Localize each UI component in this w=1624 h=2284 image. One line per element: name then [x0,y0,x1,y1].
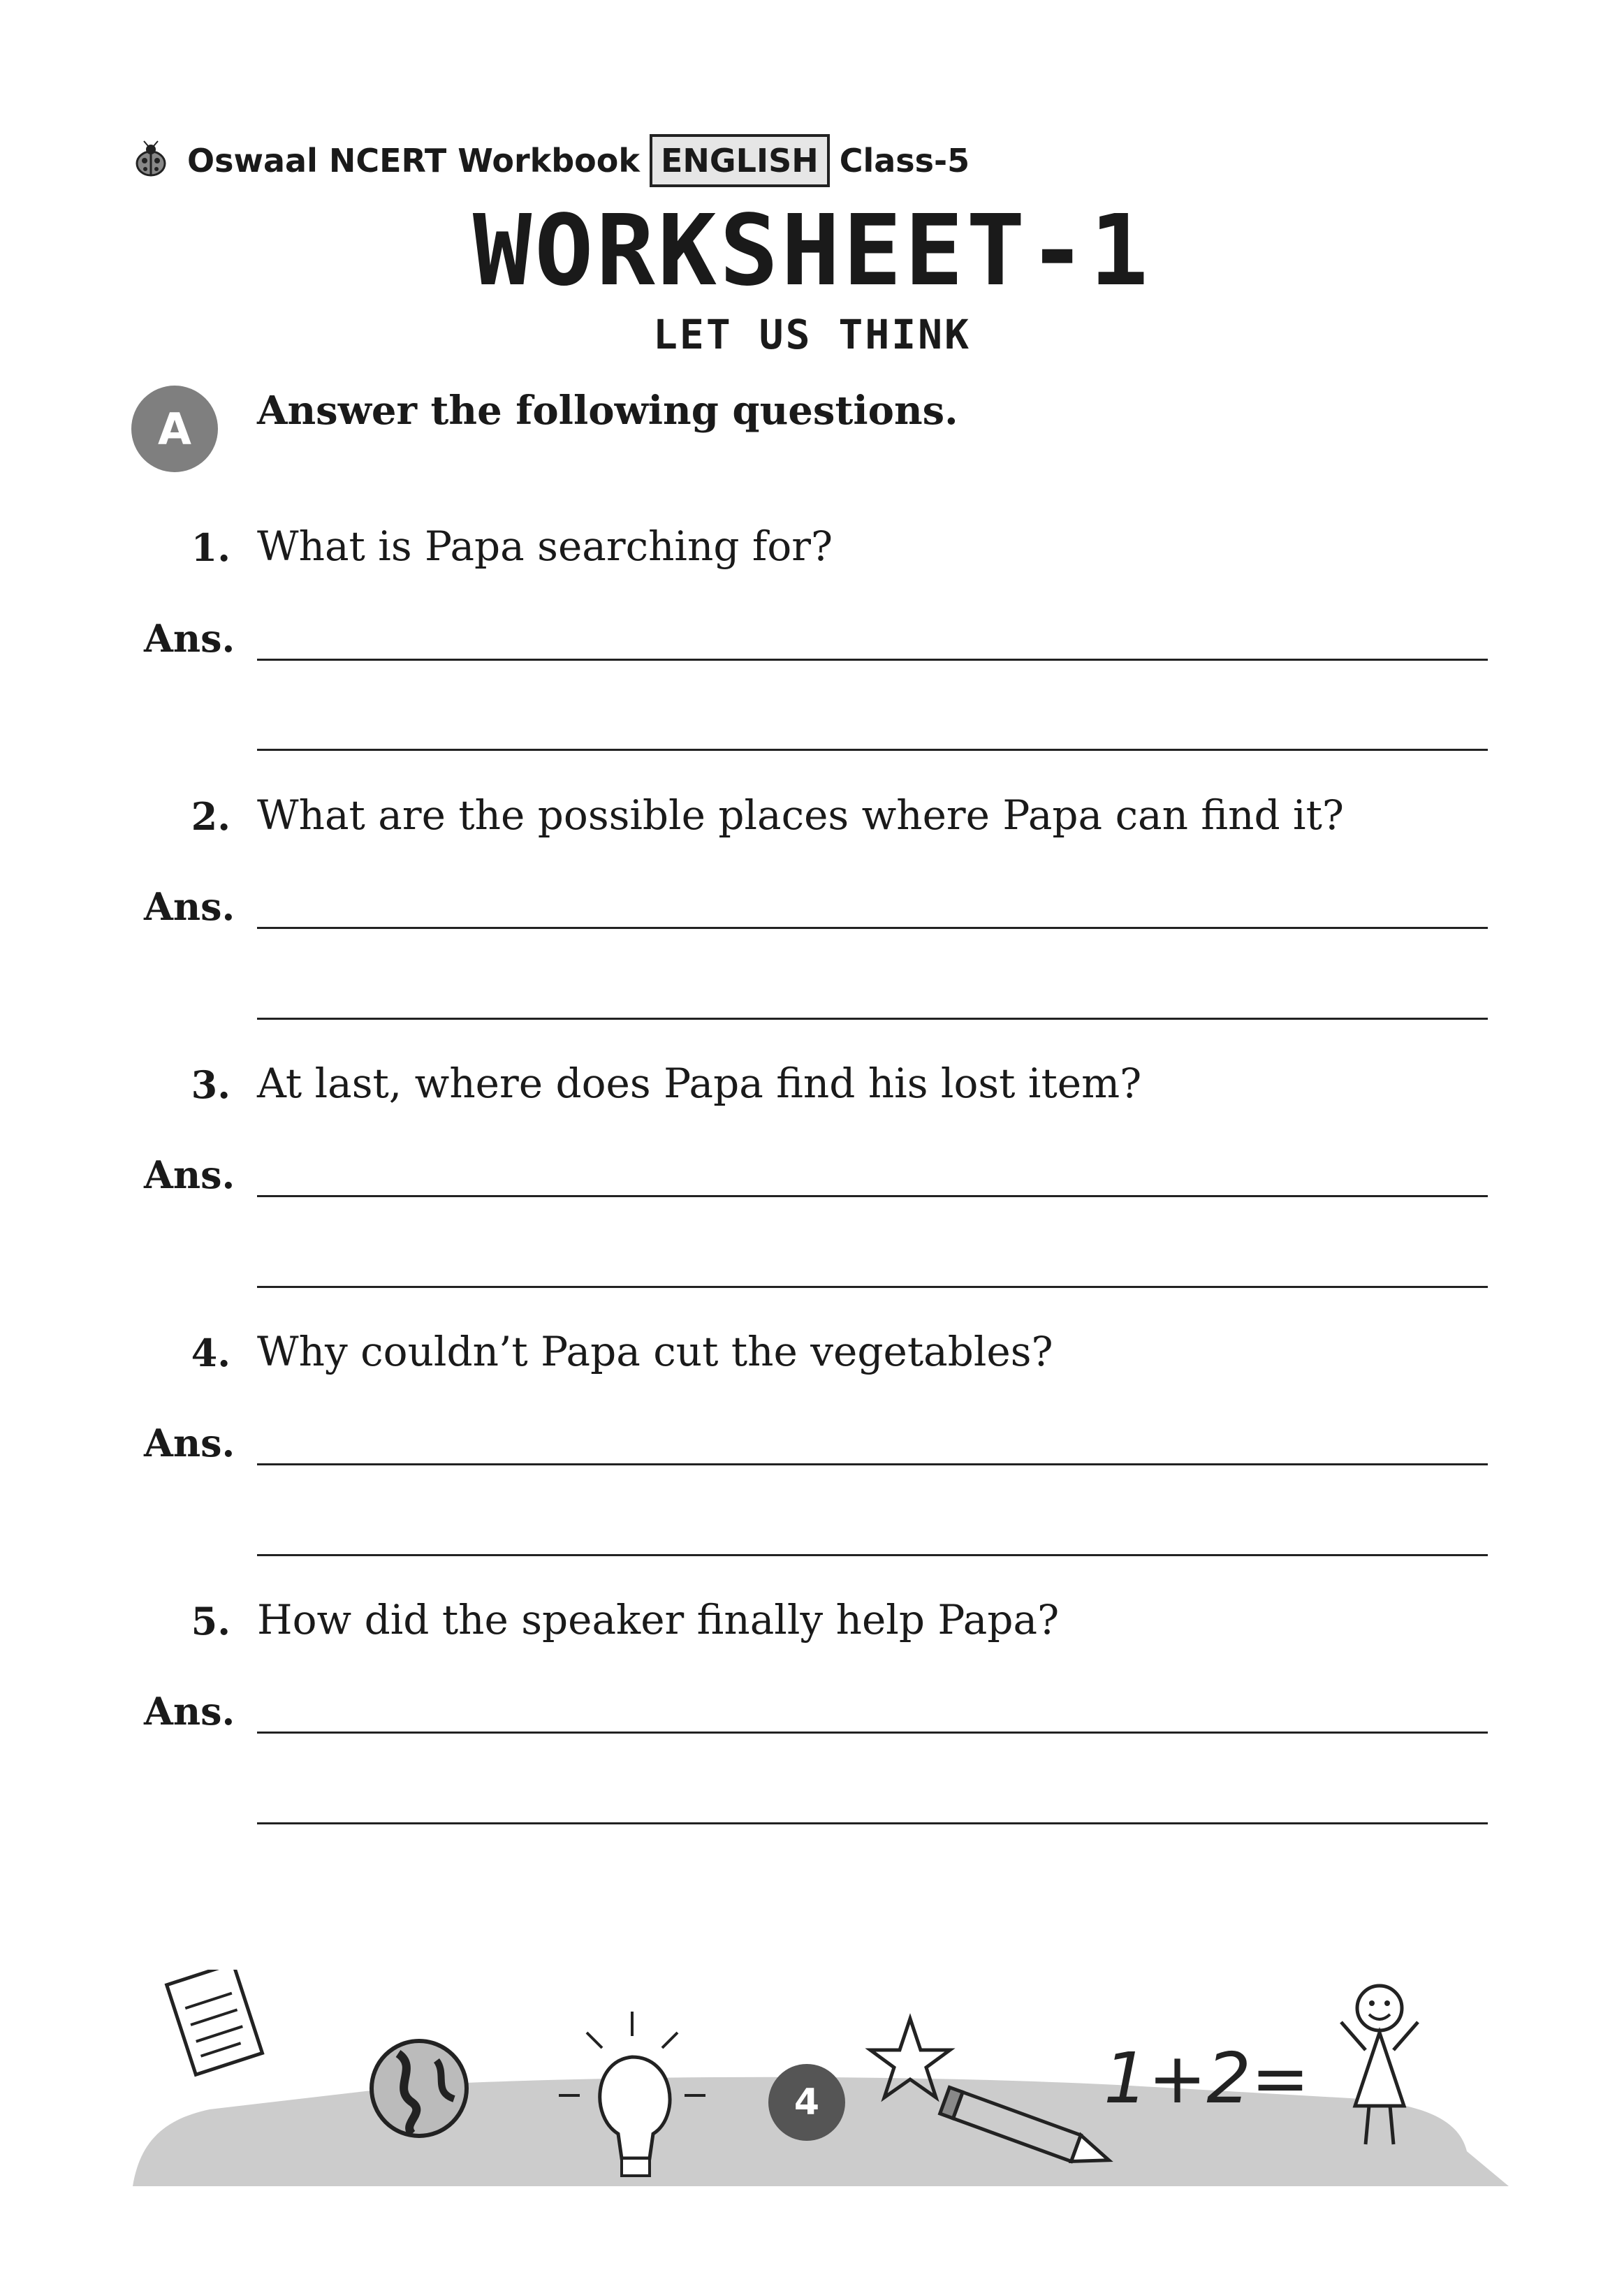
question-number: 3. [191,1062,231,1107]
answer-line[interactable] [257,749,1488,751]
answer-line[interactable] [257,1018,1488,1020]
header [130,133,970,189]
answer-label: Ans. [144,1152,235,1197]
page-number: 4 [768,2064,845,2141]
question-number: 2. [191,794,231,839]
worksheet-title: WORKSHEET-1 [472,194,1152,308]
question-text: How did the speaker finally help Papa? [257,1596,1060,1644]
question-text: Why couldn’t Papa cut the vegetables? [257,1328,1053,1375]
question-number: 4. [191,1331,231,1375]
math-doodle [1104,2037,1310,2119]
subject-box: ENGLISH [650,134,830,187]
section-badge: A [131,386,218,472]
question-number: 1. [191,525,231,570]
answer-label: Ans. [144,1689,235,1734]
ladybug-logo-icon [130,140,172,182]
answer-line[interactable] [257,1732,1488,1734]
class-label: Class-5 [839,142,970,180]
question-text: What is Papa searching for? [257,522,833,570]
question-number: 5. [191,1599,231,1644]
question-text: What are the possible places where Papa can find it? [257,791,1344,839]
answer-line[interactable] [257,927,1488,929]
answer-line[interactable] [257,1554,1488,1556]
worksheet-subtitle: LET US THINK [652,311,972,358]
notepad-icon [167,1970,263,2074]
answer-label: Ans. [144,884,235,929]
section-instruction: Answer the following questions. [257,388,958,434]
globe-icon [372,2041,467,2136]
answer-line[interactable] [257,1463,1488,1465]
answer-line[interactable] [257,1195,1488,1197]
brand-name: Oswaal NCERT Workbook [187,142,640,180]
svg-text:1+2=: 1+2= [1104,2037,1310,2119]
answer-line[interactable] [257,659,1488,661]
answer-label: Ans. [144,616,235,661]
answer-label: Ans. [144,1421,235,1465]
question-text: At last, where does Papa find his lost item? [257,1060,1142,1107]
answer-line[interactable] [257,1286,1488,1288]
answer-line[interactable] [257,1822,1488,1824]
